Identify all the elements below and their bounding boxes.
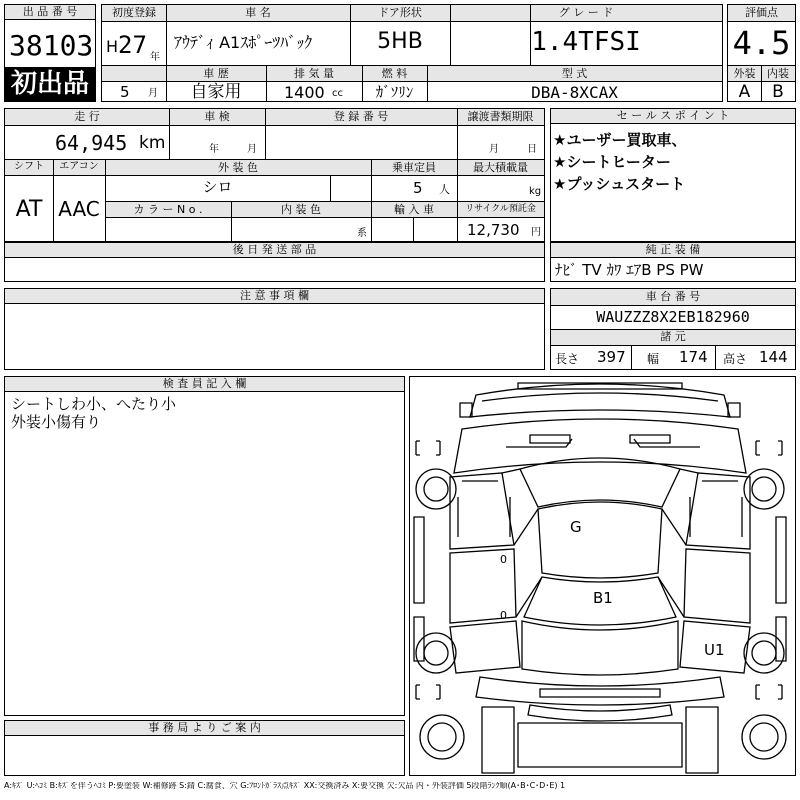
chassis-box [550,288,796,370]
sales-point-1: ★ユーザー買取車、 [553,131,687,149]
inspector-box [4,376,405,716]
exterior-color: シロ [202,178,233,196]
interior-header: 内装 [767,67,789,80]
door-type: 5HB [377,29,423,54]
recycle-fee: 12,730 [467,221,520,239]
model-code: DBA-8XCAX [531,83,618,102]
mark-floor: B1 [593,589,613,607]
chassis-number: WAUZZZ8X2EB182960 [596,308,750,326]
fuel-header: 燃 料 [381,67,408,80]
import-header: 輸 入 車 [394,203,434,216]
reg-no-header: 登 録 番 号 [333,110,389,123]
overall-score: 4.5 [732,24,791,62]
interior-score: B [772,82,784,102]
sales-point-2: ★シートヒーター [553,153,671,171]
lot-number: 38103 [9,29,94,62]
max-load-header: 最大積載量 [473,161,528,174]
first-reg-header: 初度登録 [112,6,156,19]
first-reg-month: 5 [120,83,130,101]
sales-point-3: ★プッシュスタート [553,175,686,193]
max-load-unit: kg [529,186,542,197]
equipment-header: 純 正 装 備 [551,243,795,258]
equipment-list: ﾅﾋﾞ TV ｶﾜ ｴｱB PS PW [555,261,704,279]
mark-roof: G [570,518,582,536]
model-header: 型 式 [561,67,588,80]
year-unit: 年 [150,52,160,63]
capacity-header: 乗車定員 [392,161,436,174]
mileage-unit: km [139,133,166,153]
deadline-month-unit: 月 [489,144,499,155]
inspector-line-2: 外装小傷有り [11,413,102,431]
inspector-header: 検 査 員 記 入 欄 [5,377,404,392]
later-parts-box [4,242,545,282]
dims-header: 諸 元 [660,330,686,343]
transfer-deadline-header: 譲渡書類期限 [467,110,534,123]
first-listing-badge: 初出品 [5,67,95,101]
capacity-unit: 人 [439,183,450,196]
lot-number-header: 出 品 番 号 [5,5,95,20]
deadline-day-unit: 日 [527,144,537,155]
vehicle-history: 自家用 [190,82,242,102]
chassis-header: 車 台 番 号 [645,290,701,303]
lot-number-box [4,4,96,102]
width-value: 174 [679,348,708,366]
door-header: ドア形状 [378,6,422,19]
zero-left-lower: 0 [500,609,507,622]
exterior-header: 外装 [733,67,756,80]
displacement-header: 排 気 量 [294,67,334,80]
displacement-unit: cc [332,88,343,99]
inspection-year-unit: 年 [209,144,219,155]
displacement: 1400 [284,83,325,102]
damage-diagram [409,376,796,776]
mark-rear-right: U1 [704,641,725,659]
height-label: 高さ [723,352,748,366]
inspection-month-unit: 月 [247,144,257,155]
vehicle-info-table [101,4,723,102]
sales-points-box [550,108,796,242]
length-label: 長さ [555,352,580,366]
ext-color-header: 外 装 色 [218,161,258,174]
shift-type: AT [15,197,43,222]
score-box [727,4,796,102]
inspector-line-1: シートしわ小、へたり小 [11,395,177,413]
grade-header: グ レ ー ド [558,6,614,19]
score-header: 評価点 [745,6,778,19]
era-label: H [106,37,119,56]
sales-points-header: セ ー ル ス ポ イ ン ト [551,109,795,124]
notes-header: 注 意 事 項 欄 [5,289,544,304]
legend: A:ｷｽﾞ U:ﾍｺﾐ B:ｷｽﾞを伴うﾍｺﾐ P:要塗装 W:補修跡 S:錆 C:腐食、穴 G:ﾌﾛﾝﾄｶﾞﾗｽ点ｷｽﾞ XX:交換済み X:要交換 欠:欠品 内・外装評価 5段階ﾗﾝｸ順(A･B･C･D･E) 1 [4,782,566,790]
width-label: 幅 [647,352,660,366]
fuel-type: ｶﾞｿﾘﾝ [375,83,414,101]
month-unit: 月 [148,88,158,99]
office-box [4,720,405,776]
grade: 1.4TFSI [531,27,641,57]
inspection-header: 車 検 [204,110,230,123]
aircon-header: エアコン [59,161,99,172]
mileage: 64,945 [55,131,128,155]
length-value: 397 [597,348,626,366]
office-header: 事 務 局 よ り ご 案 内 [5,721,404,736]
car-outline-diagram [410,377,795,775]
shift-header: シフト [14,161,44,172]
car-name: ｱｳﾃﾞｨ A1ｽﾎﾟｰﾂﾊﾞｯｸ [174,33,313,52]
history-header: 車 歴 [203,67,229,80]
car-name-header: 車 名 [245,6,271,19]
details-table [4,108,545,242]
mileage-header: 走 行 [74,110,100,123]
zero-left-upper: 0 [500,553,507,566]
later-parts-header: 後 日 発 送 部 品 [5,243,544,258]
exterior-score: A [738,82,751,102]
height-value: 144 [759,348,788,366]
int-color-header: 内 装 色 [281,203,321,216]
aircon-type: AAC [58,197,100,221]
recycle-header: リサイクル預託金 [465,204,536,214]
first-reg-year: 27 [118,31,147,59]
equipment-box [550,242,796,282]
notes-box [4,288,545,370]
capacity: 5 [413,179,423,197]
int-color-unit: 系 [357,228,367,239]
recycle-fee-unit: 円 [531,227,541,238]
color-no-header: カ ラ ー N o . [133,203,203,216]
